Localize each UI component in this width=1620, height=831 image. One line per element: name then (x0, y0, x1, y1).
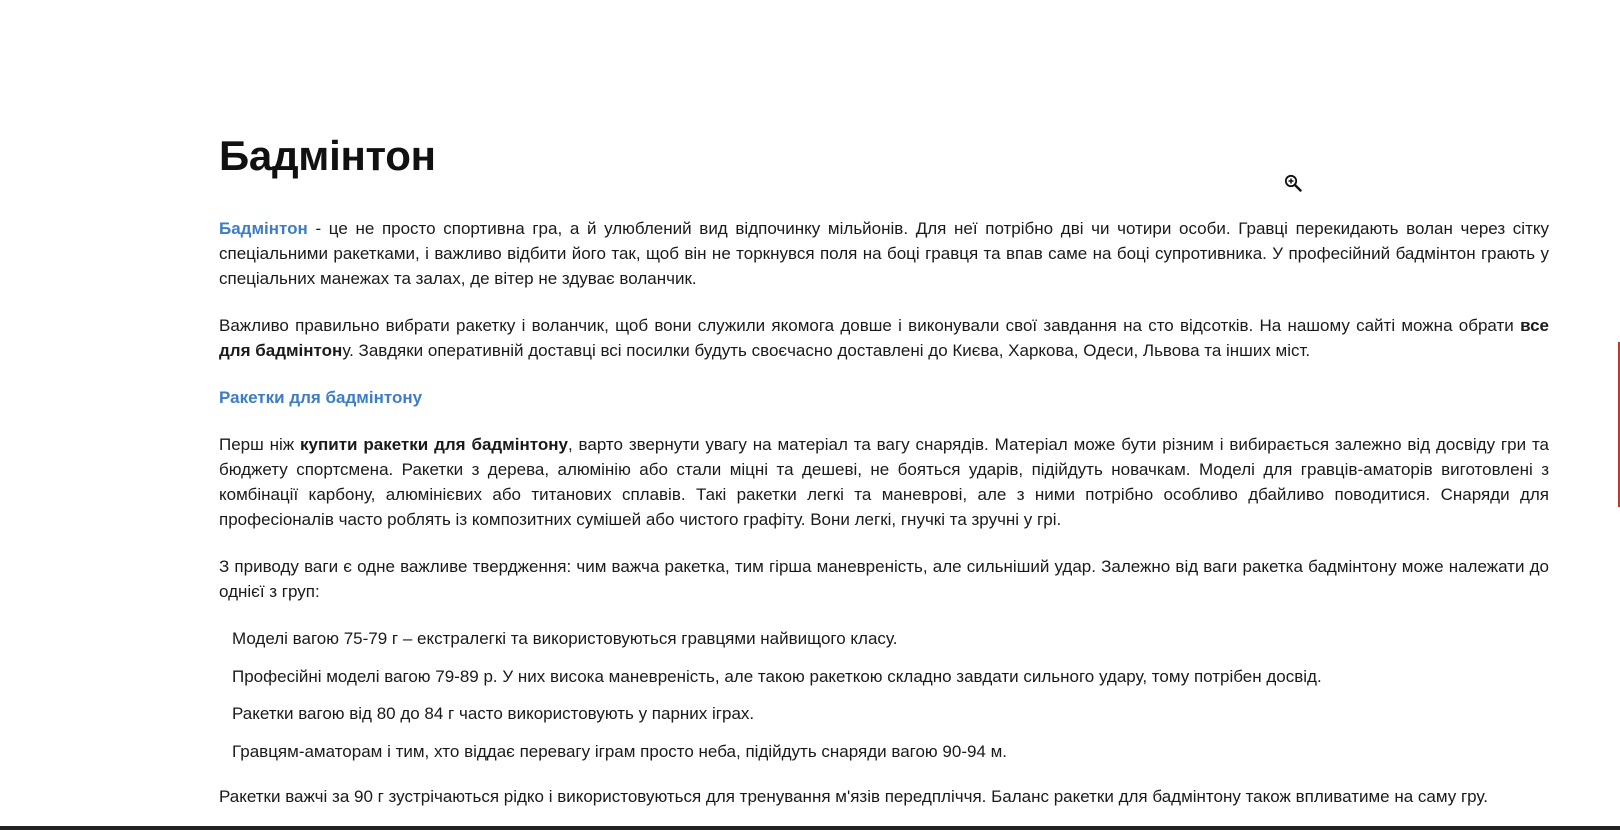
list-item: Професійні моделі вагою 79-89 р. У них висока маневреність, але такою ракеткою складно завдати сильного удару, тому потрібен досвід. (232, 666, 1322, 686)
zoom-in-icon[interactable] (1284, 174, 1302, 192)
list-item: Гравцям-аматорам і тим, хто віддає перевагу іграм просто неба, підійдуть снаряди вагою 90-94 м. (232, 741, 1008, 761)
badminton-link[interactable]: Бадмінтон (219, 219, 308, 238)
weight-list (219, 626, 1549, 764)
material-paragraph (219, 432, 1549, 532)
article (219, 132, 1549, 831)
weight-paragraph: З приводу ваги є одне важливе твердження: чим важча ракетка, тим гірша маневреність, але сильніший удар. Залежно від ваги ракетка бадмінтону може належати до однієї з груп: (219, 557, 1549, 601)
choice-bold: все для бадмінтон (219, 316, 1549, 360)
choice-text-before: Важливо правильно вибрати ракетку і воланчик, щоб вони служили якомога довше і виконували свої завдання на сто відсотків. На нашому сайті можна обрати (219, 316, 1521, 335)
choice-paragraph (219, 313, 1549, 363)
material-bold: купити ракетки для бадмінтону (300, 435, 568, 454)
material-text-after: , варто звернути увагу на матеріал та вагу снарядів. Матеріал може бути різним і вибирається залежно від досвіду гри та бюджету спортсмена. Ракетки з дерева, алюмінію або стали міцні та дешеві, не бояться ударів, підійдуть новачкам. Моделі для гравців-аматорів виготовлені з комбінації карбону, алюмінієвих або титанових сплавів. Такі ракетки легкі та маневрові, але з ними потрібно особливо дбайливо поводитися. Снаряди для професіоналів часто роблять із композитних сумішей або чистого графіту. Вони легкі, гнучкі та зручні у грі. (219, 435, 1549, 529)
list-item: Моделі вагою 75-79 г – екстралегкі та використовуються гравцями найвищого класу. (232, 629, 898, 648)
page-title: Бадмінтон (219, 132, 436, 179)
bottom-edge-bar (0, 826, 1620, 830)
section-heading-rackets: Ракетки для бадмінтону (219, 388, 423, 407)
intro-text: - це не просто спортивна гра, а й улюблений вид відпочинку мільйонів. Для неї потрібно дві чи чотири особи. Гравці перекидають волан через сітку спеціальними ракетками, і важливо відбити його так, щоб він не торкнувся поля на боці гравця та впав саме на боці супротивника. У професійний бадмінтон грають у спеціальних манежах та залах, де вітер не здуває воланчик. (219, 219, 1549, 288)
list-item: Ракетки вагою від 80 до 84 г часто використовують у парних іграх. (232, 704, 755, 723)
material-text-before: Перш ніж (219, 435, 301, 454)
choice-text-after: у. Завдяки оперативній доставці всі посилки будуть своєчасно доставлені до Києва, Харкова, Одеси, Львова та інших міст. (342, 341, 1311, 360)
balance-paragraph: Ракетки важчі за 90 г зустрічаються рідко і використовуються для тренування м'язів передпліччя. Баланс ракетки для бадмінтону також впливатиме на саму гру. (219, 786, 1488, 806)
intro-paragraph (219, 216, 1549, 291)
